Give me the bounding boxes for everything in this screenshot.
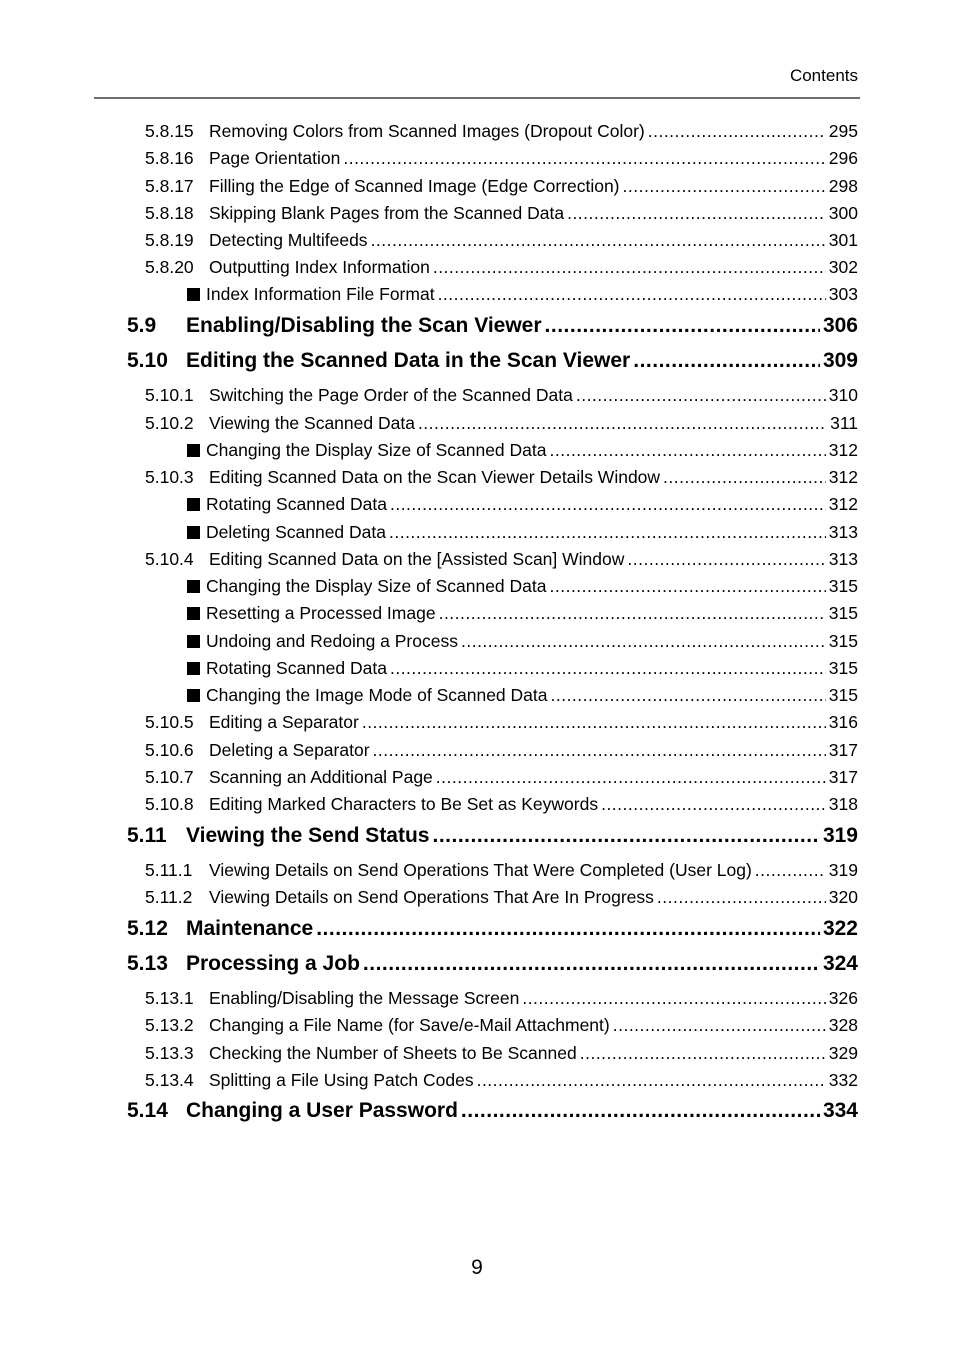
toc-entry[interactable] [127, 951, 858, 977]
toc-entry-title: Viewing Details on Send Operations That Were Completed (User Log) [209, 860, 752, 880]
toc-entry-page: 315 [828, 631, 858, 651]
dot-leader [390, 493, 826, 515]
dot-leader [663, 466, 826, 488]
dot-leader [648, 120, 826, 142]
toc-entry-page: 315 [828, 658, 858, 678]
square-bullet-icon [187, 635, 200, 648]
toc-entry-title: Filling the Edge of Scanned Image (Edge Correction) [209, 176, 620, 196]
toc-entry[interactable] [145, 1069, 858, 1091]
dot-leader [550, 684, 825, 706]
toc-entry[interactable] [145, 886, 858, 908]
toc-entry[interactable] [145, 384, 858, 406]
toc-entry-page: 313 [828, 549, 858, 569]
toc-entry-page: 317 [828, 740, 858, 760]
toc-entry-page: 298 [828, 176, 858, 196]
toc-entry-label [187, 493, 387, 515]
dot-leader [601, 793, 826, 815]
toc-entry[interactable] [127, 1098, 858, 1124]
toc-entry-label [145, 739, 370, 761]
toc-entry-label [187, 283, 435, 305]
toc-entry-label [127, 348, 630, 374]
dot-leader [390, 657, 826, 679]
toc-entry-title: Checking the Number of Sheets to Be Scanned [209, 1043, 577, 1063]
toc-entry-title: Deleting Scanned Data [206, 522, 386, 542]
toc-entry-number: 5.13.2 [145, 1015, 194, 1035]
dot-leader [389, 521, 826, 543]
toc-entry-label [145, 793, 598, 815]
toc-entry-number: 5.13 [127, 952, 168, 975]
toc-entry-number: 5.13.3 [145, 1043, 194, 1063]
toc-entry[interactable] [127, 823, 858, 849]
toc-entry-label [145, 987, 519, 1009]
toc-entry-number: 5.8.20 [145, 257, 194, 277]
toc-entry-page: 310 [828, 385, 858, 405]
toc-entry-label [187, 630, 458, 652]
toc-entry-label [145, 548, 624, 570]
toc-entry-title: Changing a User Password [186, 1099, 458, 1122]
toc-entry-title: Resetting a Processed Image [206, 603, 436, 623]
dot-leader [580, 1042, 826, 1064]
dot-leader [755, 859, 826, 881]
toc-entry-label [145, 175, 620, 197]
dot-leader [436, 766, 826, 788]
toc-entry-page: 295 [828, 121, 858, 141]
toc-entry[interactable] [145, 859, 858, 881]
toc-entry[interactable] [127, 348, 858, 374]
toc-entry-title: Page Orientation [209, 148, 341, 168]
toc-entry[interactable] [127, 313, 858, 339]
toc-entry-number: 5.8.17 [145, 176, 194, 196]
toc-entry-page: 332 [828, 1070, 858, 1090]
toc-entry-page: 302 [828, 257, 858, 277]
toc-entry[interactable] [145, 987, 858, 1009]
toc-entry-number: 5.10.8 [145, 794, 194, 814]
toc-entry-number: 5.11 [127, 824, 167, 847]
toc-entry[interactable] [145, 1042, 858, 1064]
toc-entry-title: Scanning an Additional Page [209, 767, 433, 787]
toc-entry-label [145, 766, 433, 788]
toc-entry-page: 324 [822, 952, 858, 975]
toc-entry-page: 312 [828, 440, 858, 460]
dot-leader [316, 916, 820, 942]
toc-entry-label [187, 657, 387, 679]
dot-leader [633, 348, 820, 374]
toc-entry[interactable] [145, 229, 858, 251]
toc-entry-label [187, 602, 436, 624]
dot-leader [373, 739, 826, 761]
toc-entry-title: Removing Colors from Scanned Images (Dropout Color) [209, 121, 645, 141]
toc-entry-label [145, 711, 359, 733]
toc-entry-page: 315 [828, 603, 858, 623]
toc-entry-page: 326 [828, 988, 858, 1008]
square-bullet-icon [187, 580, 200, 593]
square-bullet-icon [187, 662, 200, 675]
toc-entry-number: 5.13.4 [145, 1070, 194, 1090]
toc-entry-title: Splitting a File Using Patch Codes [209, 1070, 474, 1090]
toc-entry[interactable] [187, 283, 858, 305]
toc-entry-number: 5.8.18 [145, 203, 194, 223]
toc-entry-page: 303 [828, 284, 858, 304]
toc-entry[interactable] [145, 766, 858, 788]
toc-entry[interactable] [145, 548, 858, 570]
square-bullet-icon [187, 526, 200, 539]
toc-entry-page: 315 [828, 685, 858, 705]
toc-entry-label [127, 313, 542, 339]
toc-entry-page: 312 [828, 467, 858, 487]
toc-entry-title: Undoing and Redoing a Process [206, 631, 458, 651]
toc-entry-label [145, 412, 415, 434]
toc-entry-number: 5.8.15 [145, 121, 194, 141]
toc-entry[interactable] [187, 575, 858, 597]
toc-entry-page: 306 [822, 314, 858, 337]
toc-entry-label [145, 1042, 577, 1064]
toc-entry[interactable] [145, 1014, 858, 1036]
dot-leader [461, 630, 826, 652]
toc-entry[interactable] [187, 439, 858, 461]
dot-leader [461, 1098, 820, 1124]
dot-leader [343, 147, 825, 169]
square-bullet-icon [187, 288, 200, 301]
toc-entry-title: Enabling/Disabling the Message Screen [209, 988, 520, 1008]
dot-leader [567, 202, 826, 224]
dot-leader [418, 412, 827, 434]
toc-entry-number: 5.10.7 [145, 767, 194, 787]
toc-entry-number: 5.9 [127, 314, 157, 337]
toc-entry[interactable] [187, 493, 858, 515]
toc-entry-title: Editing Marked Characters to Be Set as Keywords [209, 794, 599, 814]
toc-entry-label [187, 684, 547, 706]
dot-leader [522, 987, 825, 1009]
toc-entry-page: 322 [822, 917, 858, 940]
toc-entry[interactable] [187, 684, 858, 706]
toc-entry-page: 315 [828, 576, 858, 596]
dot-leader [438, 283, 826, 305]
dot-leader [433, 256, 826, 278]
toc-entry-label [127, 916, 313, 942]
toc-entry-number: 5.10.5 [145, 712, 194, 732]
toc-entry[interactable] [145, 202, 858, 224]
toc-entry[interactable] [145, 793, 858, 815]
dot-leader [477, 1069, 826, 1091]
toc-entry[interactable] [187, 521, 858, 543]
toc-entry-title: Editing Scanned Data on the Scan Viewer Details Window [209, 467, 661, 487]
toc-entry-title: Deleting a Separator [209, 740, 370, 760]
toc-entry-page: 329 [828, 1043, 858, 1063]
toc-entry[interactable] [145, 466, 858, 488]
toc-entry-label [145, 859, 752, 881]
toc-entry-label [145, 202, 564, 224]
toc-entry-label [145, 1014, 610, 1036]
toc-entry-title: Changing the Display Size of Scanned Data [206, 576, 547, 596]
square-bullet-icon [187, 607, 200, 620]
dot-leader [550, 439, 826, 461]
toc-entry[interactable] [145, 120, 858, 142]
square-bullet-icon [187, 498, 200, 511]
toc-entry[interactable] [145, 256, 858, 278]
dot-leader [613, 1014, 826, 1036]
toc-entry-title: Viewing the Send Status [186, 824, 430, 847]
toc-entry-number: 5.14 [127, 1099, 168, 1122]
toc-entry[interactable] [145, 175, 858, 197]
toc-entry-title: Changing a File Name (for Save/e-Mail Attachment) [209, 1015, 610, 1035]
toc-entry-label [127, 951, 360, 977]
dot-leader [433, 823, 820, 849]
toc-entry-number: 5.10.6 [145, 740, 194, 760]
toc-entry-title: Outputting Index Information [209, 257, 430, 277]
toc-entry-title: Viewing the Scanned Data [209, 413, 415, 433]
toc-entry-page: 318 [828, 794, 858, 814]
toc-entry-label [145, 1069, 474, 1091]
toc-entry-title: Changing the Image Mode of Scanned Data [206, 685, 548, 705]
toc-entry-title: Viewing Details on Send Operations That Are In Progress [209, 887, 654, 907]
toc-entry-label [187, 439, 547, 461]
dot-leader [363, 951, 820, 977]
toc-entry-label [145, 229, 368, 251]
toc-entry[interactable] [145, 739, 858, 761]
toc-entry-label [145, 466, 660, 488]
toc-entry-number: 5.10.2 [145, 413, 194, 433]
toc-entry-number: 5.10.4 [145, 549, 194, 569]
toc-entry[interactable] [145, 147, 858, 169]
toc-entry-page: 319 [822, 824, 858, 847]
dot-leader [545, 313, 820, 339]
toc-entry-number: 5.8.16 [145, 148, 194, 168]
page-number: 9 [471, 1256, 483, 1279]
square-bullet-icon [187, 444, 200, 457]
dot-leader [657, 886, 826, 908]
toc-entry-title: Editing a Separator [209, 712, 359, 732]
toc-entry-page: 317 [828, 767, 858, 787]
dot-leader [439, 602, 826, 624]
toc-entry-title: Maintenance [186, 917, 314, 940]
toc-entry[interactable] [145, 711, 858, 733]
toc-entry-page: 311 [830, 413, 858, 433]
toc-entry-number: 5.10.1 [145, 385, 194, 405]
toc-entry-label [187, 575, 547, 597]
toc-entry-label [145, 147, 340, 169]
dot-leader [576, 384, 826, 406]
toc-entry-page: 328 [828, 1015, 858, 1035]
toc-entry[interactable] [187, 657, 858, 679]
toc-entry-page: 320 [828, 887, 858, 907]
dot-leader [627, 548, 825, 570]
toc-entry[interactable] [127, 916, 858, 942]
toc-entry-title: Rotating Scanned Data [206, 494, 387, 514]
toc-entry-page: 334 [822, 1099, 858, 1122]
toc-entry-title: Rotating Scanned Data [206, 658, 387, 678]
toc-entry-page: 319 [828, 860, 858, 880]
toc-entry-page: 296 [828, 148, 858, 168]
toc-entry-page: 300 [828, 203, 858, 223]
toc-entry-page: 316 [828, 712, 858, 732]
toc-entry-title: Enabling/Disabling the Scan Viewer [186, 314, 542, 337]
toc-entry-number: 5.8.19 [145, 230, 194, 250]
toc-entry-title: Detecting Multifeeds [209, 230, 368, 250]
toc-entry-title: Index Information File Format [206, 284, 435, 304]
toc-entry-number: 5.13.1 [145, 988, 194, 1008]
toc-entry-page: 312 [828, 494, 858, 514]
toc-entry-number: 5.12 [127, 917, 168, 940]
dot-leader [623, 175, 826, 197]
toc-entry-label [127, 823, 430, 849]
toc-entry-number: 5.10 [127, 349, 168, 372]
toc-entry-number: 5.10.3 [145, 467, 194, 487]
toc-entry-label [145, 120, 645, 142]
toc-entry-number: 5.11.2 [145, 887, 193, 907]
toc-entry-title: Changing the Display Size of Scanned Data [206, 440, 547, 460]
toc-entry-title: Skipping Blank Pages from the Scanned Data [209, 203, 565, 223]
square-bullet-icon [187, 689, 200, 702]
toc-entry-title: Switching the Page Order of the Scanned Data [209, 385, 573, 405]
toc-entry-page: 301 [828, 230, 858, 250]
toc-entry-title: Editing Scanned Data on the [Assisted Scan] Window [209, 549, 625, 569]
toc-entry-label [127, 1098, 458, 1124]
toc-entry-title: Editing the Scanned Data in the Scan Viewer [186, 349, 631, 372]
toc-entry-page: 313 [828, 522, 858, 542]
toc-entry-label [145, 384, 573, 406]
toc-entry[interactable] [187, 630, 858, 652]
dot-leader [550, 575, 826, 597]
toc-entry-label [187, 521, 386, 543]
toc-entry-label [145, 256, 430, 278]
toc-entry[interactable] [145, 412, 858, 434]
toc-entry-page: 309 [822, 349, 858, 372]
toc-entry-label [145, 886, 654, 908]
toc-entry[interactable] [187, 602, 858, 624]
running-header-title: Contents [789, 66, 858, 85]
dot-leader [362, 711, 826, 733]
dot-leader [371, 229, 826, 251]
toc-entry-number: 5.11.1 [145, 860, 193, 880]
toc-entry-title: Processing a Job [186, 952, 360, 975]
